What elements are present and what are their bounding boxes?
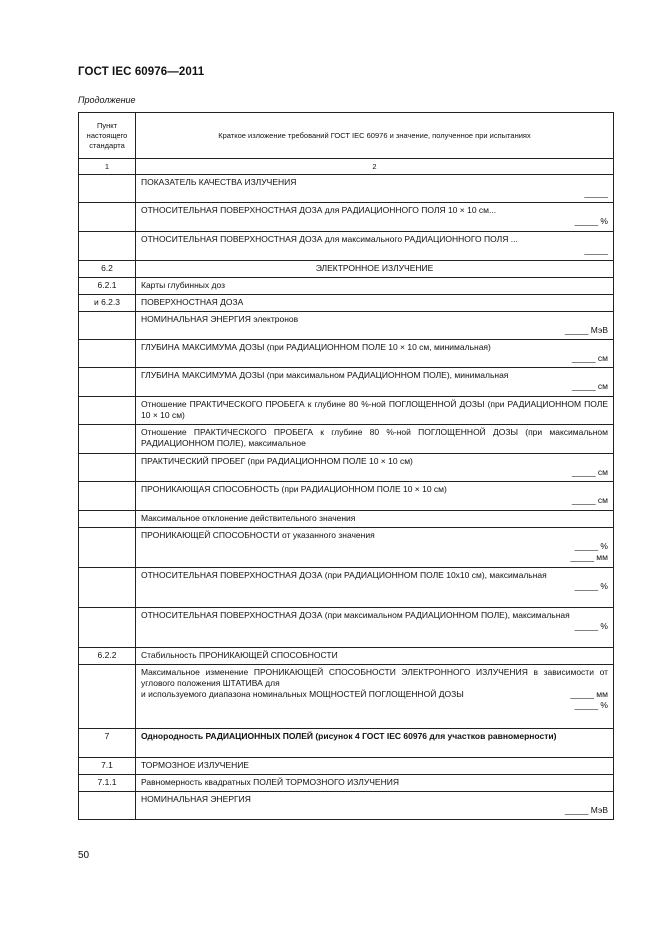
row-value-2: _____ % [574, 700, 608, 710]
row-content [136, 665, 614, 729]
table-row [79, 665, 614, 729]
table-row [79, 203, 614, 232]
row-content [136, 482, 614, 511]
table-row [79, 528, 614, 568]
row-number [79, 425, 136, 454]
row-number [79, 232, 136, 261]
row-text: Однородность РАДИАЦИОННЫХ ПОЛЕЙ (рисунок 4 ГОСТ IEC 60976 для участков равномерности) [141, 731, 557, 741]
row-content [136, 397, 614, 425]
row-value: _____ МэВ [564, 805, 608, 815]
table-row [79, 312, 614, 340]
continuation-label: Продолжение [78, 95, 136, 105]
row-content [136, 175, 614, 203]
row-content [136, 792, 614, 820]
row-number: 6.2.1 [79, 278, 136, 295]
row-content [136, 425, 614, 454]
row-text: Стабильность ПРОНИКАЮЩЕЙ СПОСОБНОСТИ [141, 650, 338, 660]
row-value: _____ МэВ [564, 325, 608, 335]
row-value: _____ см [571, 381, 608, 391]
row-number [79, 203, 136, 232]
table-row [79, 175, 614, 203]
row-value: _____ [584, 188, 608, 198]
table-row [79, 792, 614, 820]
table-row [79, 482, 614, 511]
row-value: _____ [584, 245, 608, 255]
row-content [136, 295, 614, 312]
row-text: ПРОНИКАЮЩЕЙ СПОСОБНОСТИ от указанного значения [141, 530, 375, 540]
col1-header: Пункт настоящего стандарта [79, 113, 136, 159]
row-content [136, 312, 614, 340]
row-text: НОМИНАЛЬНАЯ ЭНЕРГИЯ [141, 794, 251, 804]
row-content [136, 368, 614, 397]
row-number: 7 [79, 729, 136, 758]
row-content [136, 528, 614, 568]
row-text: Отношение ПРАКТИЧЕСКОГО ПРОБЕГА к глубине 80 %-ной ПОГЛОЩЕННОЙ ДОЗЫ (при РАДИАЦИОННОМ ПОЛЕ 10 × 10 см) [141, 399, 608, 420]
row-value: _____ см [571, 495, 608, 505]
column-number-row [79, 159, 614, 175]
row-value: _____ % [574, 216, 608, 226]
table-row [79, 261, 614, 278]
row-number [79, 528, 136, 568]
row-text: ОТНОСИТЕЛЬНАЯ ПОВЕРХНОСТНАЯ ДОЗА для РАДИАЦИОННОГО ПОЛЯ 10 × 10 см... [141, 205, 497, 215]
row-content [136, 454, 614, 482]
row-text: Максимальное изменение ПРОНИКАЮЩЕЙ СПОСОБНОСТИ ЭЛЕКТРОННОГО ИЗЛУЧЕНИЯ в зависимости от углового положения ШТАТИВА для [141, 667, 608, 688]
row-number [79, 568, 136, 608]
row-value: _____ см [571, 353, 608, 363]
page-number: 50 [78, 850, 90, 861]
table-row [79, 568, 614, 608]
row-text: ПРОНИКАЮЩАЯ СПОСОБНОСТЬ (при РАДИАЦИОННОМ ПОЛЕ 10 × 10 см) [141, 484, 447, 494]
row-number [79, 482, 136, 511]
table-header-row [79, 113, 614, 159]
table-row [79, 729, 614, 758]
row-number: 6.2.2 [79, 648, 136, 665]
row-value: _____ см [571, 467, 608, 477]
row-number: 7.1 [79, 758, 136, 775]
row-text: ГЛУБИНА МАКСИМУМА ДОЗЫ (при максимальном РАДИАЦИОННОМ ПОЛЕ), минимальная [141, 370, 509, 380]
table-row [79, 278, 614, 295]
row-number [79, 608, 136, 648]
row-text: Максимальное отклонение действительного значения [141, 513, 356, 523]
row-content [136, 232, 614, 261]
row-text: Отношение ПРАКТИЧЕСКОГО ПРОБЕГА к глубине 80 %-ной ПОГЛОЩЕННОЙ ДОЗЫ (при максимальном РАДИАЦИОННОМ ПОЛЕ), максимальное [141, 427, 608, 448]
table-row [79, 608, 614, 648]
row-content [136, 775, 614, 792]
requirements-table [78, 112, 614, 820]
row-value: _____ мм [570, 689, 608, 699]
row-text: ПРАКТИЧЕСКИЙ ПРОБЕГ (при РАДИАЦИОННОМ ПОЛЕ 10 × 10 см) [141, 456, 413, 466]
row-number [79, 665, 136, 729]
row-number [79, 175, 136, 203]
row-text: ОТНОСИТЕЛЬНАЯ ПОВЕРХНОСТНАЯ ДОЗА (при РАДИАЦИОННОМ ПОЛЕ 10х10 см), максимальная [141, 570, 547, 580]
row-value-2: _____ мм [570, 552, 608, 562]
row-text-2: и используемого диапазона номинальных МОЩНОСТЕЙ ПОГЛОЩЕННОЙ ДОЗЫ [141, 689, 464, 699]
row-text: ОТНОСИТЕЛЬНАЯ ПОВЕРХНОСТНАЯ ДОЗА для максимального РАДИАЦИОННОГО ПОЛЯ ... [141, 234, 518, 244]
row-content [136, 511, 614, 528]
row-number [79, 511, 136, 528]
row-value: _____ % [574, 581, 608, 591]
table-row [79, 758, 614, 775]
row-text: ПОВЕРХНОСТНАЯ ДОЗА [141, 297, 244, 307]
table-row [79, 397, 614, 425]
row-number: 7.1.1 [79, 775, 136, 792]
row-text: НОМИНАЛЬНАЯ ЭНЕРГИЯ электронов [141, 314, 299, 324]
row-text: ПОКАЗАТЕЛЬ КАЧЕСТВА ИЗЛУЧЕНИЯ [141, 177, 297, 187]
row-number [79, 792, 136, 820]
row-text: ГЛУБИНА МАКСИМУМА ДОЗЫ (при РАДИАЦИОННОМ ПОЛЕ 10 × 10 см, минимальная) [141, 342, 491, 352]
row-number: 6.2 [79, 261, 136, 278]
row-value: _____ % [574, 621, 608, 631]
row-content [136, 340, 614, 368]
table-row [79, 454, 614, 482]
col1-number: 1 [79, 159, 136, 175]
row-text: Карты глубинных доз [141, 280, 226, 290]
table-row [79, 425, 614, 454]
table-row [79, 775, 614, 792]
document-title: ГОСТ IEC 60976—2011 [78, 66, 205, 78]
table-row [79, 295, 614, 312]
row-text: Равномерность квадратных ПОЛЕЙ ТОРМОЗНОГО ИЗЛУЧЕНИЯ [141, 777, 399, 787]
row-content [136, 729, 614, 758]
row-content [136, 648, 614, 665]
row-text: ЭЛЕКТРОННОЕ ИЗЛУЧЕНИЕ [315, 263, 434, 273]
row-number [79, 454, 136, 482]
table-row [79, 232, 614, 261]
row-content [136, 203, 614, 232]
row-number [79, 312, 136, 340]
table-row [79, 340, 614, 368]
row-content [136, 608, 614, 648]
col2-header: Краткое изложение требований ГОСТ IEC 60976 и значение, полученное при испытаниях [136, 113, 614, 159]
row-content [136, 278, 614, 295]
row-number [79, 340, 136, 368]
row-value: _____ % [574, 541, 608, 551]
row-content [136, 261, 614, 278]
row-number: и 6.2.3 [79, 295, 136, 312]
row-number [79, 397, 136, 425]
row-text: ОТНОСИТЕЛЬНАЯ ПОВЕРХНОСТНАЯ ДОЗА (при максимальном РАДИАЦИОННОМ ПОЛЕ), максимальная [141, 610, 570, 620]
row-content [136, 758, 614, 775]
table-row [79, 648, 614, 665]
col2-number: 2 [136, 159, 614, 175]
table-row [79, 511, 614, 528]
table-row [79, 368, 614, 397]
row-content [136, 568, 614, 608]
row-number [79, 368, 136, 397]
row-text: ТОРМОЗНОЕ ИЗЛУЧЕНИЕ [141, 760, 249, 770]
